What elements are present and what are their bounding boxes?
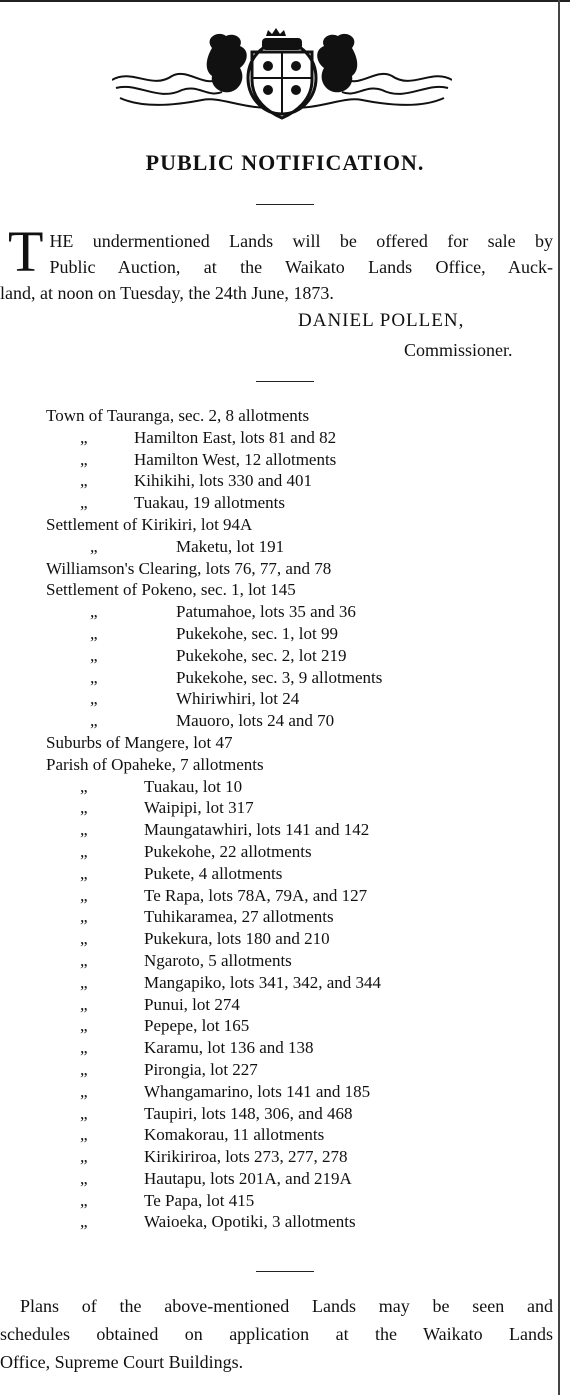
list-item: [0, 819, 560, 841]
list-item: [0, 1037, 560, 1059]
lot-description: Punui, lot 274: [144, 994, 240, 1014]
lot-description: Williamson's Clearing, lots 76, 77, and 78: [46, 558, 332, 578]
ditto-mark: „: [80, 449, 88, 469]
ditto-mark: „: [90, 623, 98, 643]
closing-paragraph: [0, 1292, 553, 1376]
lot-description: Komakorau, 11 allotments: [144, 1125, 325, 1145]
lot-description: Parish of Opaheke, 7 allotments: [46, 754, 264, 774]
ditto-mark: „: [80, 1016, 88, 1036]
lot-description: Ngaroto, 5 allotments: [144, 950, 292, 970]
list-item: [0, 601, 560, 623]
lot-description: Pirongia, lot 227: [144, 1059, 258, 1079]
list-item: [0, 1124, 560, 1146]
list-item: [0, 1103, 560, 1125]
lot-description: Hamilton East, lots 81 and 82: [134, 427, 337, 447]
closing-line: Office, Supreme Court Buildings.: [0, 1352, 244, 1372]
lot-description: Settlement of Pokeno, sec. 1, lot 145: [46, 580, 296, 600]
lot-description: Tuakau, lot 10: [144, 776, 243, 796]
lot-description: Town of Tauranga, sec. 2, 8 allotments: [46, 406, 310, 425]
closing-line: Plans of the above-mentioned Lands may be seen and: [20, 1296, 553, 1316]
list-item: [0, 1168, 560, 1190]
list-item: [0, 536, 560, 558]
ditto-mark: „: [80, 1038, 88, 1058]
list-item: [0, 427, 560, 449]
royal-coat-of-arms-icon: [112, 28, 452, 120]
list-item: [0, 906, 560, 928]
ditto-mark: „: [80, 950, 88, 970]
ditto-mark: „: [80, 1190, 88, 1210]
ditto-mark: „: [90, 667, 98, 687]
list-item: [0, 492, 560, 514]
lot-description: Pukekura, lots 180 and 210: [144, 929, 330, 949]
lot-description: Pukete, 4 allotments: [144, 863, 283, 883]
lot-description: Pukekohe, sec. 3, 9 allotments: [176, 667, 383, 687]
lot-description: Patumahoe, lots 35 and 36: [176, 602, 356, 622]
intro-line: land, at noon on Tuesday, the 24th June, 1873.: [0, 283, 334, 303]
list-item: [0, 754, 560, 776]
divider: [256, 204, 314, 205]
lot-description: Taupiri, lots 148, 306, and 468: [144, 1103, 353, 1123]
list-item: [0, 1190, 560, 1212]
list-item: [0, 688, 560, 710]
lot-description: Whangamarino, lots 141 and 185: [144, 1081, 371, 1101]
ditto-mark: „: [80, 885, 88, 905]
ditto-mark: „: [80, 1059, 88, 1079]
list-item: [0, 994, 560, 1016]
ditto-mark: „: [90, 602, 98, 622]
ditto-mark: „: [80, 1212, 88, 1232]
lot-description: Tuakau, 19 allotments: [134, 493, 285, 513]
lot-description: Pukekohe, sec. 1, lot 99: [176, 623, 338, 643]
lot-description: Karamu, lot 136 and 138: [144, 1038, 314, 1058]
list-item: [0, 645, 560, 667]
list-item: [0, 950, 560, 972]
lots-list: [0, 405, 560, 1233]
ditto-mark: „: [80, 427, 88, 447]
ditto-mark: „: [80, 907, 88, 927]
list-item: [0, 863, 560, 885]
top-border: [0, 0, 570, 2]
page-title: PUBLIC NOTIFICATION.: [145, 150, 425, 175]
intro-paragraph: [0, 219, 553, 306]
ditto-mark: „: [80, 863, 88, 883]
ditto-mark: „: [80, 471, 88, 491]
lot-description: Pukekohe, sec. 2, lot 219: [176, 645, 347, 665]
lot-description: Whiriwhiri, lot 24: [176, 689, 300, 709]
closing-line: schedules obtained on application at the Waikato Lands: [0, 1324, 553, 1344]
lot-description: Tuhikaramea, 27 allotments: [144, 907, 334, 927]
ditto-mark: „: [80, 841, 88, 861]
lot-description: Hamilton West, 12 allotments: [134, 449, 337, 469]
ditto-mark: „: [80, 820, 88, 840]
lot-description: Maketu, lot 191: [176, 536, 285, 556]
ditto-mark: „: [80, 1103, 88, 1123]
divider: [256, 1271, 314, 1272]
ditto-mark: „: [80, 1147, 88, 1167]
list-item: [0, 449, 560, 471]
ditto-mark: „: [90, 711, 98, 731]
ditto-mark: „: [80, 1125, 88, 1145]
list-item: [0, 1146, 560, 1168]
list-item: [0, 1211, 560, 1233]
lot-description: Hautapu, lots 201A, and 219A: [144, 1168, 352, 1188]
lot-description: Maungatawhiri, lots 141 and 142: [144, 820, 370, 840]
list-item: [0, 470, 560, 492]
list-item: [0, 928, 560, 950]
lot-description: Te Papa, lot 415: [144, 1190, 255, 1210]
lot-description: Kihikihi, lots 330 and 401: [134, 471, 313, 491]
list-item: [0, 514, 560, 536]
list-item: [0, 1059, 560, 1081]
signer-title: Commissioner.: [404, 340, 513, 360]
list-item: [0, 667, 560, 689]
list-item: [0, 841, 560, 863]
list-item: [0, 776, 560, 798]
lot-description: Mangapiko, lots 341, 342, and 344: [144, 972, 382, 992]
lot-description: Pukekohe, 22 allotments: [144, 841, 312, 861]
lot-description: Te Rapa, lots 78A, 79A, and 127: [144, 885, 368, 905]
ditto-mark: „: [80, 1168, 88, 1188]
ditto-mark: „: [90, 536, 98, 556]
ditto-mark: „: [80, 776, 88, 796]
list-item: [0, 797, 560, 819]
lot-description: Mauoro, lots 24 and 70: [176, 711, 335, 731]
list-item: [0, 1015, 560, 1037]
lot-description: Waioeka, Opotiki, 3 allotments: [144, 1212, 356, 1232]
drop-cap: T: [8, 219, 44, 284]
list-item: [0, 885, 560, 907]
list-item: [0, 710, 560, 732]
ditto-mark: „: [80, 1081, 88, 1101]
list-item: [0, 405, 560, 427]
ditto-mark: „: [80, 994, 88, 1014]
intro-line: HE undermentioned Lands will be offered for sale by: [49, 231, 553, 251]
lot-description: Kirikiriroa, lots 273, 277, 278: [144, 1147, 348, 1167]
ditto-mark: „: [80, 798, 88, 818]
ditto-mark: „: [80, 929, 88, 949]
ditto-mark: „: [80, 972, 88, 992]
list-item: [0, 1081, 560, 1103]
lot-description: Waipipi, lot 317: [144, 798, 254, 818]
ditto-mark: „: [90, 645, 98, 665]
ditto-mark: „: [80, 493, 88, 513]
ditto-mark: „: [90, 689, 98, 709]
intro-line: Public Auction, at the Waikato Lands Office, Auck-: [49, 257, 553, 277]
lot-description: Settlement of Kirikiri, lot 94A: [46, 514, 253, 534]
list-item: [0, 732, 560, 754]
list-item: [0, 623, 560, 645]
signer-name: DANIEL POLLEN,: [298, 310, 465, 331]
lot-description: Pepepe, lot 165: [144, 1016, 250, 1036]
lot-description: Suburbs of Mangere, lot 47: [46, 732, 233, 752]
list-item: [0, 972, 560, 994]
divider: [256, 381, 314, 382]
list-item: [0, 579, 560, 601]
list-item: [0, 558, 560, 580]
